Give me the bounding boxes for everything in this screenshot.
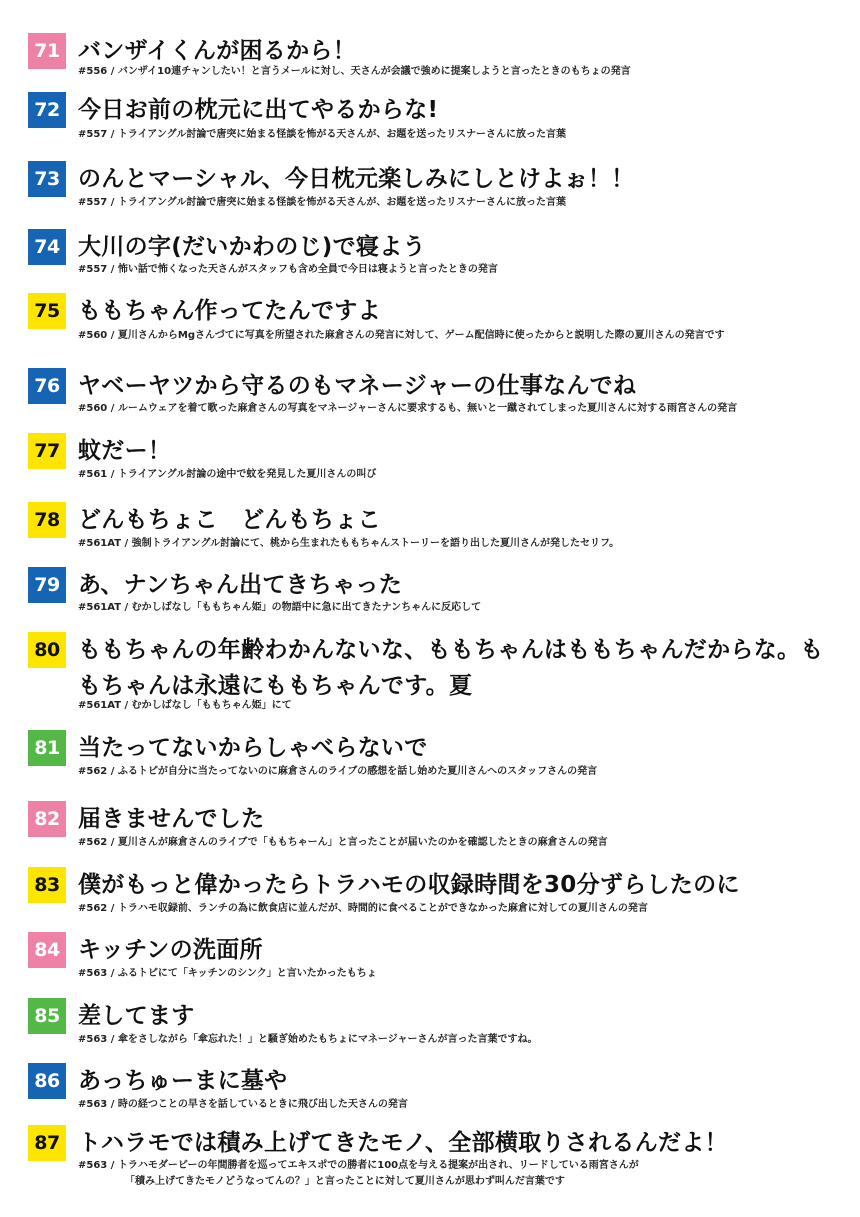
entry-description: #562 / 夏川さんが麻倉さんのライブで「ももちゃーん」と言ったことが届いたのかを確認したときの麻倉さんの発言 [78, 837, 608, 848]
entry-title: どんもちょこ どんもちょこ [78, 507, 381, 533]
entry-title: ももちゃん作ってたんですよ [78, 298, 381, 324]
entry-number: 82 [28, 801, 66, 837]
entry-description-line-1: #563 / トラハモダービーの年間勝者を巡ってエキスポでの勝者に100点を与える提案が出され、リードしている雨宮さんが [78, 1160, 639, 1171]
entry-number: 85 [28, 998, 66, 1034]
entry-description: #557 / 怖い話で怖くなった天さんがスタッフも含め全員で今日は寝ようと言ったときの発言 [78, 264, 498, 275]
entry-number: 79 [28, 567, 66, 603]
entry-number: 72 [28, 92, 66, 128]
entry-description: #562 / トラハモ収録前、ランチの為に飲食店に並んだが、時間的に食べることができなかった麻倉に対しての夏川さんの発言 [78, 903, 648, 914]
entry-number: 78 [28, 502, 66, 538]
entry-description: #561AT / 強制トライアングル討論にて、桃から生まれたももちゃんストーリーを語り出した夏川さんが発したセリフ。 [78, 538, 620, 549]
entry-description-line-2: 「積み上げてきたモノどうなってんの？」と言ったことに対して夏川さんが思わず叫んだ言葉です [125, 1176, 565, 1187]
entry-description: #556 / バンザイ10連チャンしたい！と言うメールに対し、天さんが会議で強めに提案しようと言ったときのもちょの発言 [78, 66, 631, 77]
entry-number: 73 [28, 161, 66, 197]
entry-number: 83 [28, 867, 66, 903]
entry-title: ももちゃんの年齢わかんないな、ももちゃんはももちゃんだからな。ももちゃんは永遠にももちゃんです。夏 [78, 637, 824, 699]
entry-title: 当たってないからしゃべらないで [78, 735, 428, 761]
entry-number: 76 [28, 368, 66, 404]
entry-description: #563 / 時の経つことの早さを話しているときに飛び出した天さんの発言 [78, 1099, 408, 1110]
entry-description: #563 / 傘をさしながら「傘忘れた！」と騒ぎ始めたもちょにマネージャーさんが言った言葉ですね。 [78, 1034, 538, 1045]
entry-number: 86 [28, 1063, 66, 1099]
entry-title: 僕がもっと偉かったらトラハモの収録時間を30分ずらしたのに [78, 872, 740, 898]
entry-description: #557 / トライアングル討論で唐突に始まる怪談を怖がる天さんが、お題を送ったリスナーさんに放った言葉 [78, 197, 566, 208]
entry-description: #561AT / むかしばなし「ももちゃん姫」にて [78, 700, 292, 711]
entry-title: キッチンの洗面所 [78, 937, 263, 963]
entry-title: 差してます [78, 1003, 195, 1029]
entry-title: あっちゅーまに墓や [78, 1068, 288, 1094]
entry-title: 届きませんでした [78, 806, 265, 832]
entry-title: 今日お前の枕元に出てやるからな! [78, 97, 439, 123]
entry-number: 74 [28, 229, 66, 265]
entry-title: ヤベーヤツから守るのもマネージャーの仕事なんでね [78, 373, 637, 399]
entry-title: 大川の字(だいかわのじ)で寝よう [78, 234, 426, 260]
entry-description: #560 / ルームウェアを着て歌った麻倉さんの写真をマネージャーさんに要求するも、無いと一蹴されてしまった夏川さんに対する雨宮さんの発言 [78, 403, 738, 414]
entry-title: トハラモでは積み上げてきたモノ、全部横取りされるんだよ！ [78, 1130, 728, 1156]
entry-description: #563 / ふるトピにて「キッチンのシンク」と言いたかったもちょ [78, 968, 377, 979]
entry-title: 蚊だー！ [78, 438, 172, 464]
entry-description: #561AT / むかしばなし「ももちゃん姫」の物語中に急に出てきたナンちゃんに反応して [78, 602, 482, 613]
entry-description: #562 / ふるトピが自分に当たってないのに麻倉さんのライブの感想を話し始めた夏川さんへのスタッフさんの発言 [78, 766, 598, 777]
entry-title: あ、ナンちゃん出てきちゃった [78, 572, 403, 598]
entry-number: 71 [28, 33, 66, 69]
entry-description: #560 / 夏川さんからMgさんづてに写真を所望された麻倉さんの発言に対して、ゲーム配信時に使ったからと説明した際の夏川さんの発言です [78, 330, 725, 341]
entry-description: #561 / トライアングル討論の途中で蚊を発見した夏川さんの叫び [78, 469, 377, 480]
entry-description [78, 1158, 846, 1190]
entry-number: 77 [28, 433, 66, 469]
entry-number: 87 [28, 1125, 66, 1161]
entry-number: 80 [28, 632, 66, 668]
entry-description: #557 / トライアングル討論で唐突に始まる怪談を怖がる天さんが、お題を送ったリスナーさんに放った言葉 [78, 129, 566, 140]
entry-title: バンザイくんが困るから！ [78, 38, 356, 64]
entry-number: 75 [28, 293, 66, 329]
entry-number: 81 [28, 730, 66, 766]
entry-number: 84 [28, 932, 66, 968]
entry-title: のんとマーシャル、今日枕元楽しみにしとけよぉ！！ [78, 166, 635, 192]
